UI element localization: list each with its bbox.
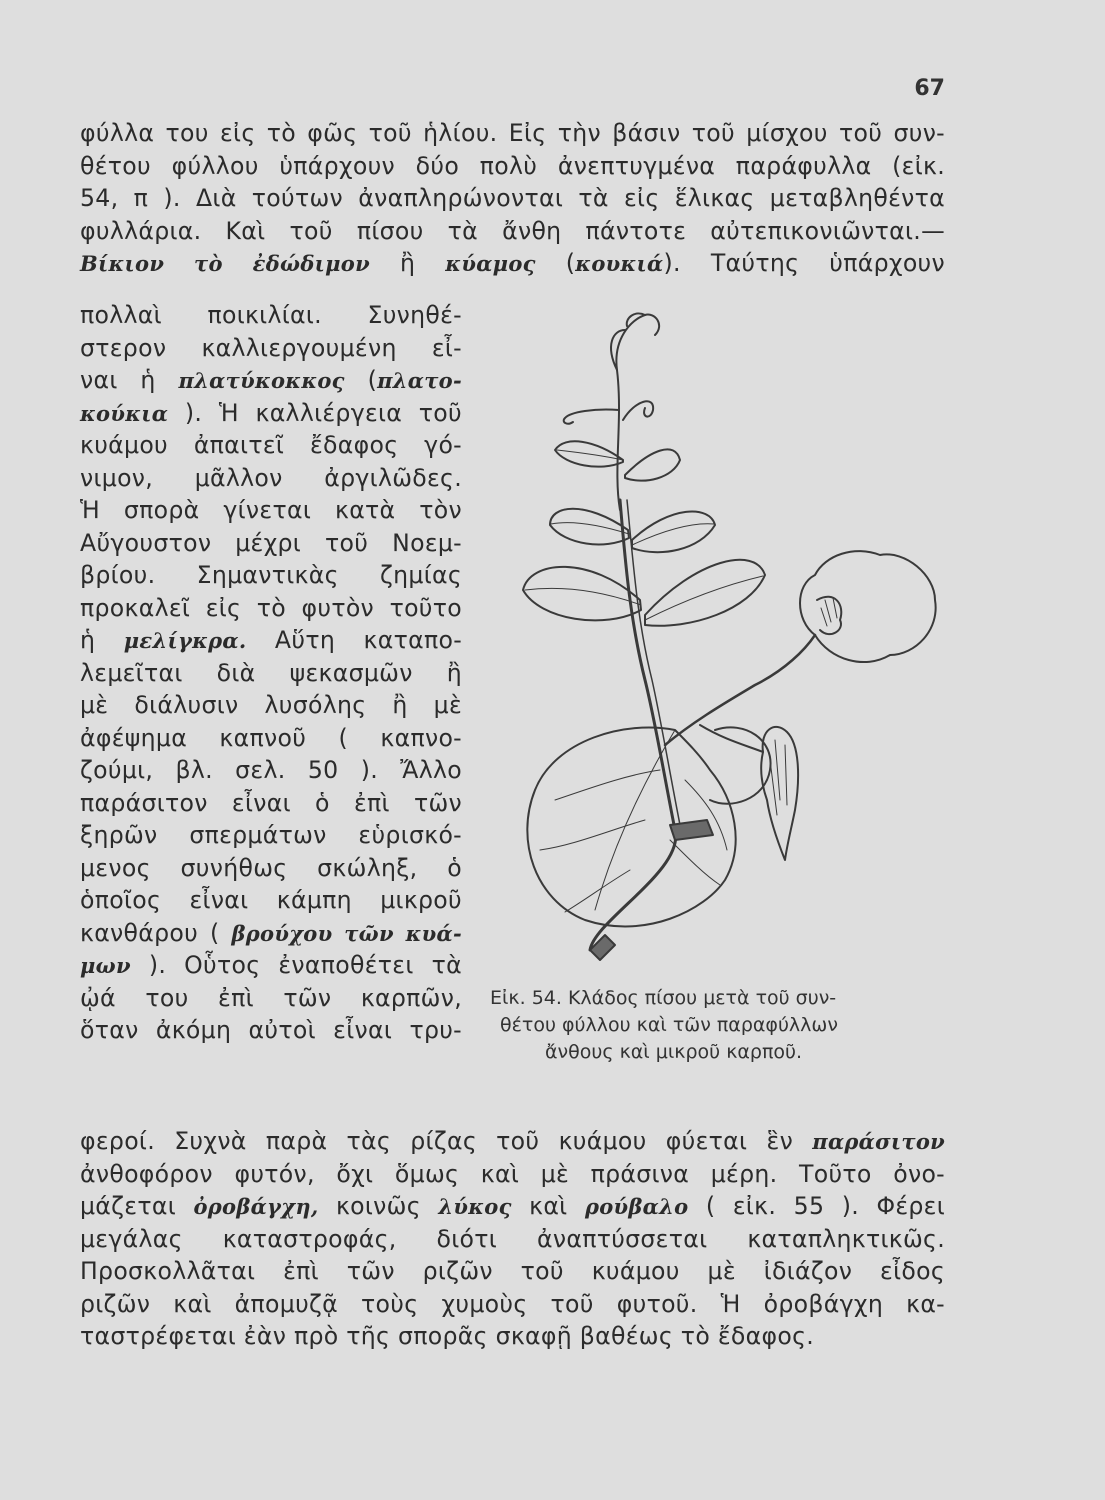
italic-term: ρούβαλο <box>584 1194 689 1219</box>
text-run: προκαλεῖ εἰς τὸ φυτὸν τοῦτο <box>80 593 462 622</box>
italic-term: Βίκιον τὸ ἐδώδιμον <box>80 251 370 276</box>
text-line <box>80 427 462 463</box>
text-line <box>80 492 462 528</box>
text-run: φεροί. Συχνὰ παρὰ τὰς ρίζας τοῦ κυάμου φύεται ἓν <box>80 1127 813 1155</box>
text-run: ). Ταύτης ὑπάρχουν <box>663 249 945 277</box>
text-line <box>80 850 462 886</box>
italic-term: κύαμος <box>445 251 536 276</box>
text-line <box>80 785 462 821</box>
text-line <box>80 1156 945 1192</box>
text-run: Ἡ σπορὰ γίνεται κατὰ τὸν <box>80 496 462 524</box>
text-run: ζούμι, βλ. σελ. 50 ). Ἄλλο <box>80 756 462 784</box>
text-line <box>80 115 945 151</box>
italic-term: βρούχου τῶν κυά- <box>231 920 462 946</box>
text-run: παράσιτον εἶναι ὁ ἐπὶ τῶν <box>80 788 462 817</box>
italic-term: πλατύκοκκος <box>178 368 345 393</box>
text-run: πολλαὶ ποικιλίαι. Συνηθέ- <box>80 301 462 329</box>
italic-term: μων <box>80 953 131 978</box>
text-run: ναι ἡ <box>80 366 179 394</box>
figure-caption-line-1: Εἰκ. 54. Κλάδος πίσου μετὰ τοῦ συν- <box>490 987 837 1009</box>
italic-term: μελίγκρα. <box>123 628 247 653</box>
text-run: μάζεται <box>80 1192 194 1220</box>
text-run: κανθάρου ( <box>80 918 232 947</box>
text-run: ). Οὗτος ἐναποθέτει τὰ <box>130 951 462 979</box>
text-run: Προσκολλᾶται ἐπὶ τῶν ριζῶν τοῦ κυάμου μὲ ἰδιάζον εἶδος <box>80 1257 945 1285</box>
text-line <box>80 882 462 918</box>
text-line <box>80 947 462 983</box>
text-run: ὁποῖος εἶναι κάμπη μικροῦ <box>80 886 462 914</box>
text-run: ( <box>535 249 576 277</box>
text-line <box>80 915 462 951</box>
text-line <box>80 525 462 561</box>
text-line <box>80 180 945 216</box>
text-run: κυάμου ἀπαιτεῖ ἔδαφος γό- <box>80 431 462 459</box>
italic-term: κούκια <box>80 400 169 426</box>
text-line <box>80 1286 945 1322</box>
text-line <box>80 395 462 431</box>
italic-term: κουκιά <box>575 251 664 276</box>
italic-term: πλατο- <box>377 368 462 393</box>
text-line <box>80 1012 462 1048</box>
text-line <box>80 817 462 853</box>
text-run: ( εἰκ. 55 ). Φέρει <box>688 1192 946 1220</box>
text-line <box>80 460 462 496</box>
text-line <box>80 148 945 184</box>
text-line <box>80 720 462 756</box>
italic-term: ὀροβάγχη, <box>193 1194 319 1219</box>
text-line <box>80 1123 945 1159</box>
text-line <box>80 1318 945 1354</box>
text-line <box>80 330 462 366</box>
text-run: ἀφέψημα καπνοῦ ( καπνο- <box>80 723 462 752</box>
pea-branch-illustration <box>495 300 945 970</box>
text-run: μὲ διάλυσιν λυσόλης ἢ μὲ <box>80 691 462 719</box>
text-line <box>80 752 462 788</box>
text-run: ( <box>344 366 378 394</box>
italic-term: παράσιτον <box>812 1129 945 1154</box>
text-run: φύλλα του εἰς τὸ φῶς τοῦ ἡλίου. Εἰς τὴν βάσιν τοῦ μίσχου τοῦ συν- <box>80 119 945 147</box>
text-run: φυλλάρια. Καὶ τοῦ πίσου τὰ ἄνθη πάντοτε αὐτεπικονιῶνται.— <box>80 216 945 245</box>
text-run: ταστρέφεται ἐὰν πρὸ τῆς σπορᾶς σκαφῇ βαθέως τὸ ἔδαφος. <box>80 1322 815 1350</box>
text-line <box>80 980 462 1016</box>
text-line <box>80 1253 945 1289</box>
figure-caption-line-2: θέτου φύλλου καὶ τῶν παραφύλλων <box>500 1014 838 1036</box>
text-line <box>80 297 462 333</box>
text-line <box>80 655 462 691</box>
text-run: καὶ <box>511 1192 585 1220</box>
text-run: Αὕτη καταπο- <box>246 626 463 654</box>
text-run: βρίου. Σημαντικὰς ζημίας <box>80 561 462 589</box>
text-line <box>80 245 945 281</box>
text-run: ξηρῶν σπερμάτων εὑρισκό- <box>80 821 462 849</box>
text-run: στερον καλλιεργουμένη εἶ- <box>80 333 462 362</box>
text-run: ὅταν ἀκόμη αὐτοὶ εἶναι τρυ- <box>80 1016 462 1044</box>
text-run: ἀνθοφόρον φυτόν, ὄχι ὅμως καὶ μὲ πράσινα μέρη. Τοῦτο ὀνο- <box>80 1159 945 1188</box>
text-line <box>80 687 462 723</box>
text-run: κοινῶς <box>318 1192 439 1220</box>
text-line <box>80 213 945 249</box>
text-run: θέτου φύλλου ὑπάρχουν δύο πολὺ ἀνεπτυγμένα παράφυλλα (εἰκ. <box>80 151 945 180</box>
text-line <box>80 557 462 593</box>
text-run: μεγάλας καταστροφάς, διότι ἀναπτύσσεται καταπληκτικῶς. <box>80 1224 945 1253</box>
text-run: ριζῶν καὶ ἀπομυζᾷ τοὺς χυμοὺς τοῦ φυτοῦ. Ἡ ὀροβάγχη κα- <box>80 1289 945 1318</box>
text-line <box>80 590 462 626</box>
text-run: μενος συνήθως σκώληξ, ὁ <box>80 853 462 882</box>
text-run: ἢ <box>369 249 446 277</box>
pea-branch-drawing <box>495 300 945 970</box>
text-run: λεμεῖται διὰ ψεκασμῶν ἢ <box>80 658 462 687</box>
text-line <box>80 622 462 658</box>
text-run: 54, π ). Διὰ τούτων ἀναπληρώνονται τὰ εἰς ἕλικας μεταβληθέντα <box>80 184 945 212</box>
text-run: ᾠά του ἐπὶ τῶν καρπῶν, <box>80 983 462 1012</box>
text-run: ἡ <box>80 626 124 654</box>
text-line <box>80 362 462 398</box>
text-run: νιμον, μᾶλλον ἀργιλῶδες. <box>80 463 462 492</box>
italic-term: λύκος <box>438 1194 512 1219</box>
text-run: Αὔγουστον μέχρι τοῦ Νοεμ- <box>80 528 462 557</box>
figure-caption-line-3: ἄνθους καὶ μικροῦ καρποῦ. <box>545 1041 803 1063</box>
text-run: ). Ἡ καλλιέργεια τοῦ <box>168 398 462 427</box>
text-line <box>80 1188 945 1224</box>
page-number: 67 <box>914 76 945 101</box>
text-line <box>80 1221 945 1257</box>
